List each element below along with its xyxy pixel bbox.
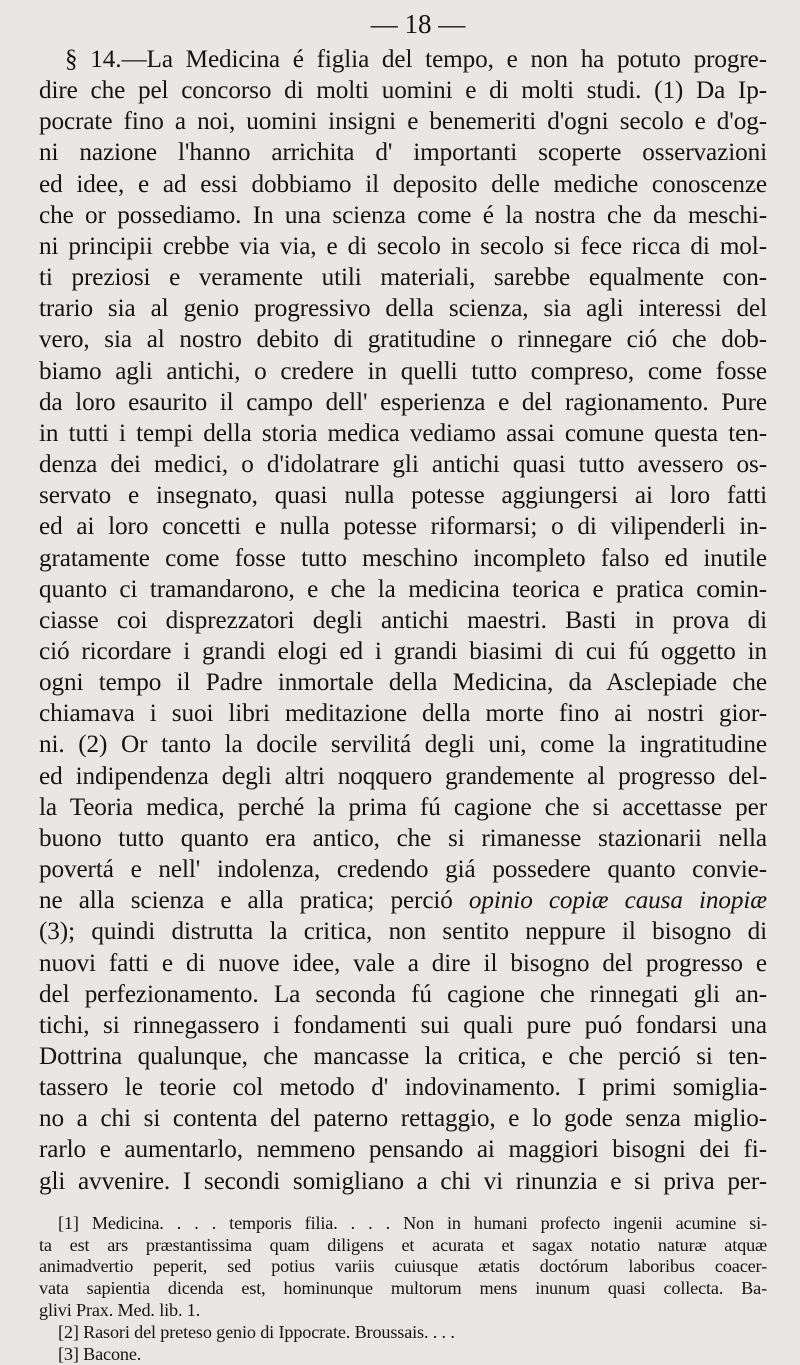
text-line: § 14.—La Medicina é figlia del tempo, e non ha potuto progre- bbox=[65, 46, 767, 73]
text-line: ciasse coi disprezzatori degli antichi maestri. Basti in prova di bbox=[39, 606, 767, 634]
text-line: rarlo e aumentarlo, nemmeno pensando ai maggiori bisogni dei fi- bbox=[39, 1136, 767, 1164]
text-line: no a chi si contenta del paterno rettaggio, e lo gode senza miglio- bbox=[39, 1105, 767, 1133]
text-line: del perfezionamento. La seconda fú cagione che rinnegati gli an- bbox=[39, 980, 767, 1008]
text-line: ni. (2) Or tanto la docile servilitá degli uni, come la ingratitudine bbox=[39, 731, 767, 759]
text-line: ni principii crebbe via via, e di secolo in secolo si fece ricca di mol- bbox=[39, 232, 767, 260]
text-line: ció ricordare i grandi elogi ed i grandi biasimi di cui fú oggetto in bbox=[39, 637, 767, 665]
latin-phrase: opinio copiæ causa inopiæ bbox=[468, 887, 767, 915]
text-line: tichi, si rinnegassero i fondamenti sui quali pure puó fondarsi una bbox=[39, 1011, 767, 1039]
text-line: vero, sia al nostro debito di gratitudine o rinnegare ció che dob- bbox=[39, 326, 767, 354]
main-text bbox=[39, 44, 767, 1197]
text-line: povertá e nell' indolenza, credendo giá possedere quanto convie- bbox=[39, 856, 767, 884]
text-line: servato e insegnato, quasi nulla potesse aggiungersi ai loro fatti bbox=[39, 482, 767, 510]
text-line: (3); quindi distrutta la critica, non sentito neppure il bisogno di bbox=[39, 918, 767, 946]
text-line: ed ai loro concetti e nulla potesse riformarsi; o di vilipenderli in- bbox=[39, 513, 767, 541]
footnote-line: [1] Medicina. . . . temporis filia. . . . Non in humani profecto ingenii acumine si- bbox=[58, 1212, 767, 1233]
text-line: ed idee, e ad essi dobbiamo il deposito delle mediche conoscenze bbox=[39, 170, 767, 198]
text-line: da loro esaurito il campo dell' esperienza e del ragionamento. Pure bbox=[39, 388, 767, 416]
text-line: denza dei medici, o d'idolatrare gli antichi quasi tutto avessero os- bbox=[39, 451, 767, 479]
text-line: nuovi fatti e di nuove idee, vale a dire il bisogno del progresso e bbox=[39, 949, 767, 977]
text-line: la Teoria medica, perché la prima fú cagione che si accettasse per bbox=[39, 793, 767, 821]
footnotes bbox=[39, 1213, 767, 1365]
footnote-line: vata sapientia dicenda est, hominunque multorum mens inunum quasi collecta. Ba- bbox=[39, 1278, 767, 1299]
text-line: dire che pel concorso di molti uomini e di molti studi. (1) Da Ip- bbox=[39, 77, 767, 105]
text-line: biamo agli antichi, o credere in quelli tutto compreso, come fosse bbox=[39, 357, 767, 385]
text-line: tassero le teorie col metodo d' indovinamento. I primi somiglia- bbox=[39, 1074, 767, 1102]
footnote-line: glivi Prax. Med. lib. 1. bbox=[39, 1299, 201, 1320]
text-line: gratamente come fosse tutto meschino incompleto falso ed inutile bbox=[39, 544, 767, 572]
footnote-line: ta est ars præstantissima quam diligens et acurata et sagax notatio naturæ atquæ bbox=[39, 1234, 767, 1255]
footnote-line: [3] Bacone. bbox=[58, 1343, 142, 1364]
text-line: che or possediamo. In una scienza come é la nostra che da meschi- bbox=[39, 201, 767, 229]
text-segment: ne alla scienza e alla pratica; perció bbox=[39, 887, 469, 915]
text-line: buono tutto quanto era antico, che si rimanesse stazionarii nella bbox=[39, 824, 767, 852]
text-line: ed indipendenza degli altri noqquero grandemente al progresso del- bbox=[39, 762, 767, 790]
text-line: Dottrina qualunque, che mancasse la critica, e che perció si ten- bbox=[39, 1043, 767, 1070]
footnote-line: animadvertio peperit, sed potius variis cuiusque ætatis doctórum laboribus coacer- bbox=[39, 1256, 767, 1277]
text-line: quanto ci tramandarono, e che la medicina teorica e pratica comin- bbox=[39, 575, 767, 603]
text-line: ni nazione l'hanno arrichita d' importanti scoperte osservazioni bbox=[39, 139, 767, 167]
text-line: ti preziosi e veramente utili materiali, sarebbe equalmente con- bbox=[39, 264, 767, 292]
text-line: in tutti i tempi della storia medica vediamo assai comune questa ten- bbox=[39, 419, 767, 447]
footnote-line: [2] Rasori del preteso genio di Ippocrate. Broussais. . . . bbox=[58, 1321, 455, 1342]
text-line: ogni tempo il Padre inmortale della Medicina, da Asclepiade che bbox=[39, 669, 767, 697]
text-line: pocrate fino a noi, uomini insigni e benemeriti d'ogni secolo e d'og- bbox=[39, 108, 767, 136]
page-number: — 18 — bbox=[370, 9, 466, 39]
text-line: gli avvenire. I secondi somigliano a chi vi rinunzia e si priva per- bbox=[39, 1167, 767, 1195]
text-line: chiamava i suoi libri meditazione della morte fino ai nostri gior- bbox=[39, 700, 767, 728]
text-line: trario sia al genio progressivo della scienza, sia agli interessi del bbox=[39, 295, 767, 323]
text-line-with-italic bbox=[39, 885, 767, 916]
